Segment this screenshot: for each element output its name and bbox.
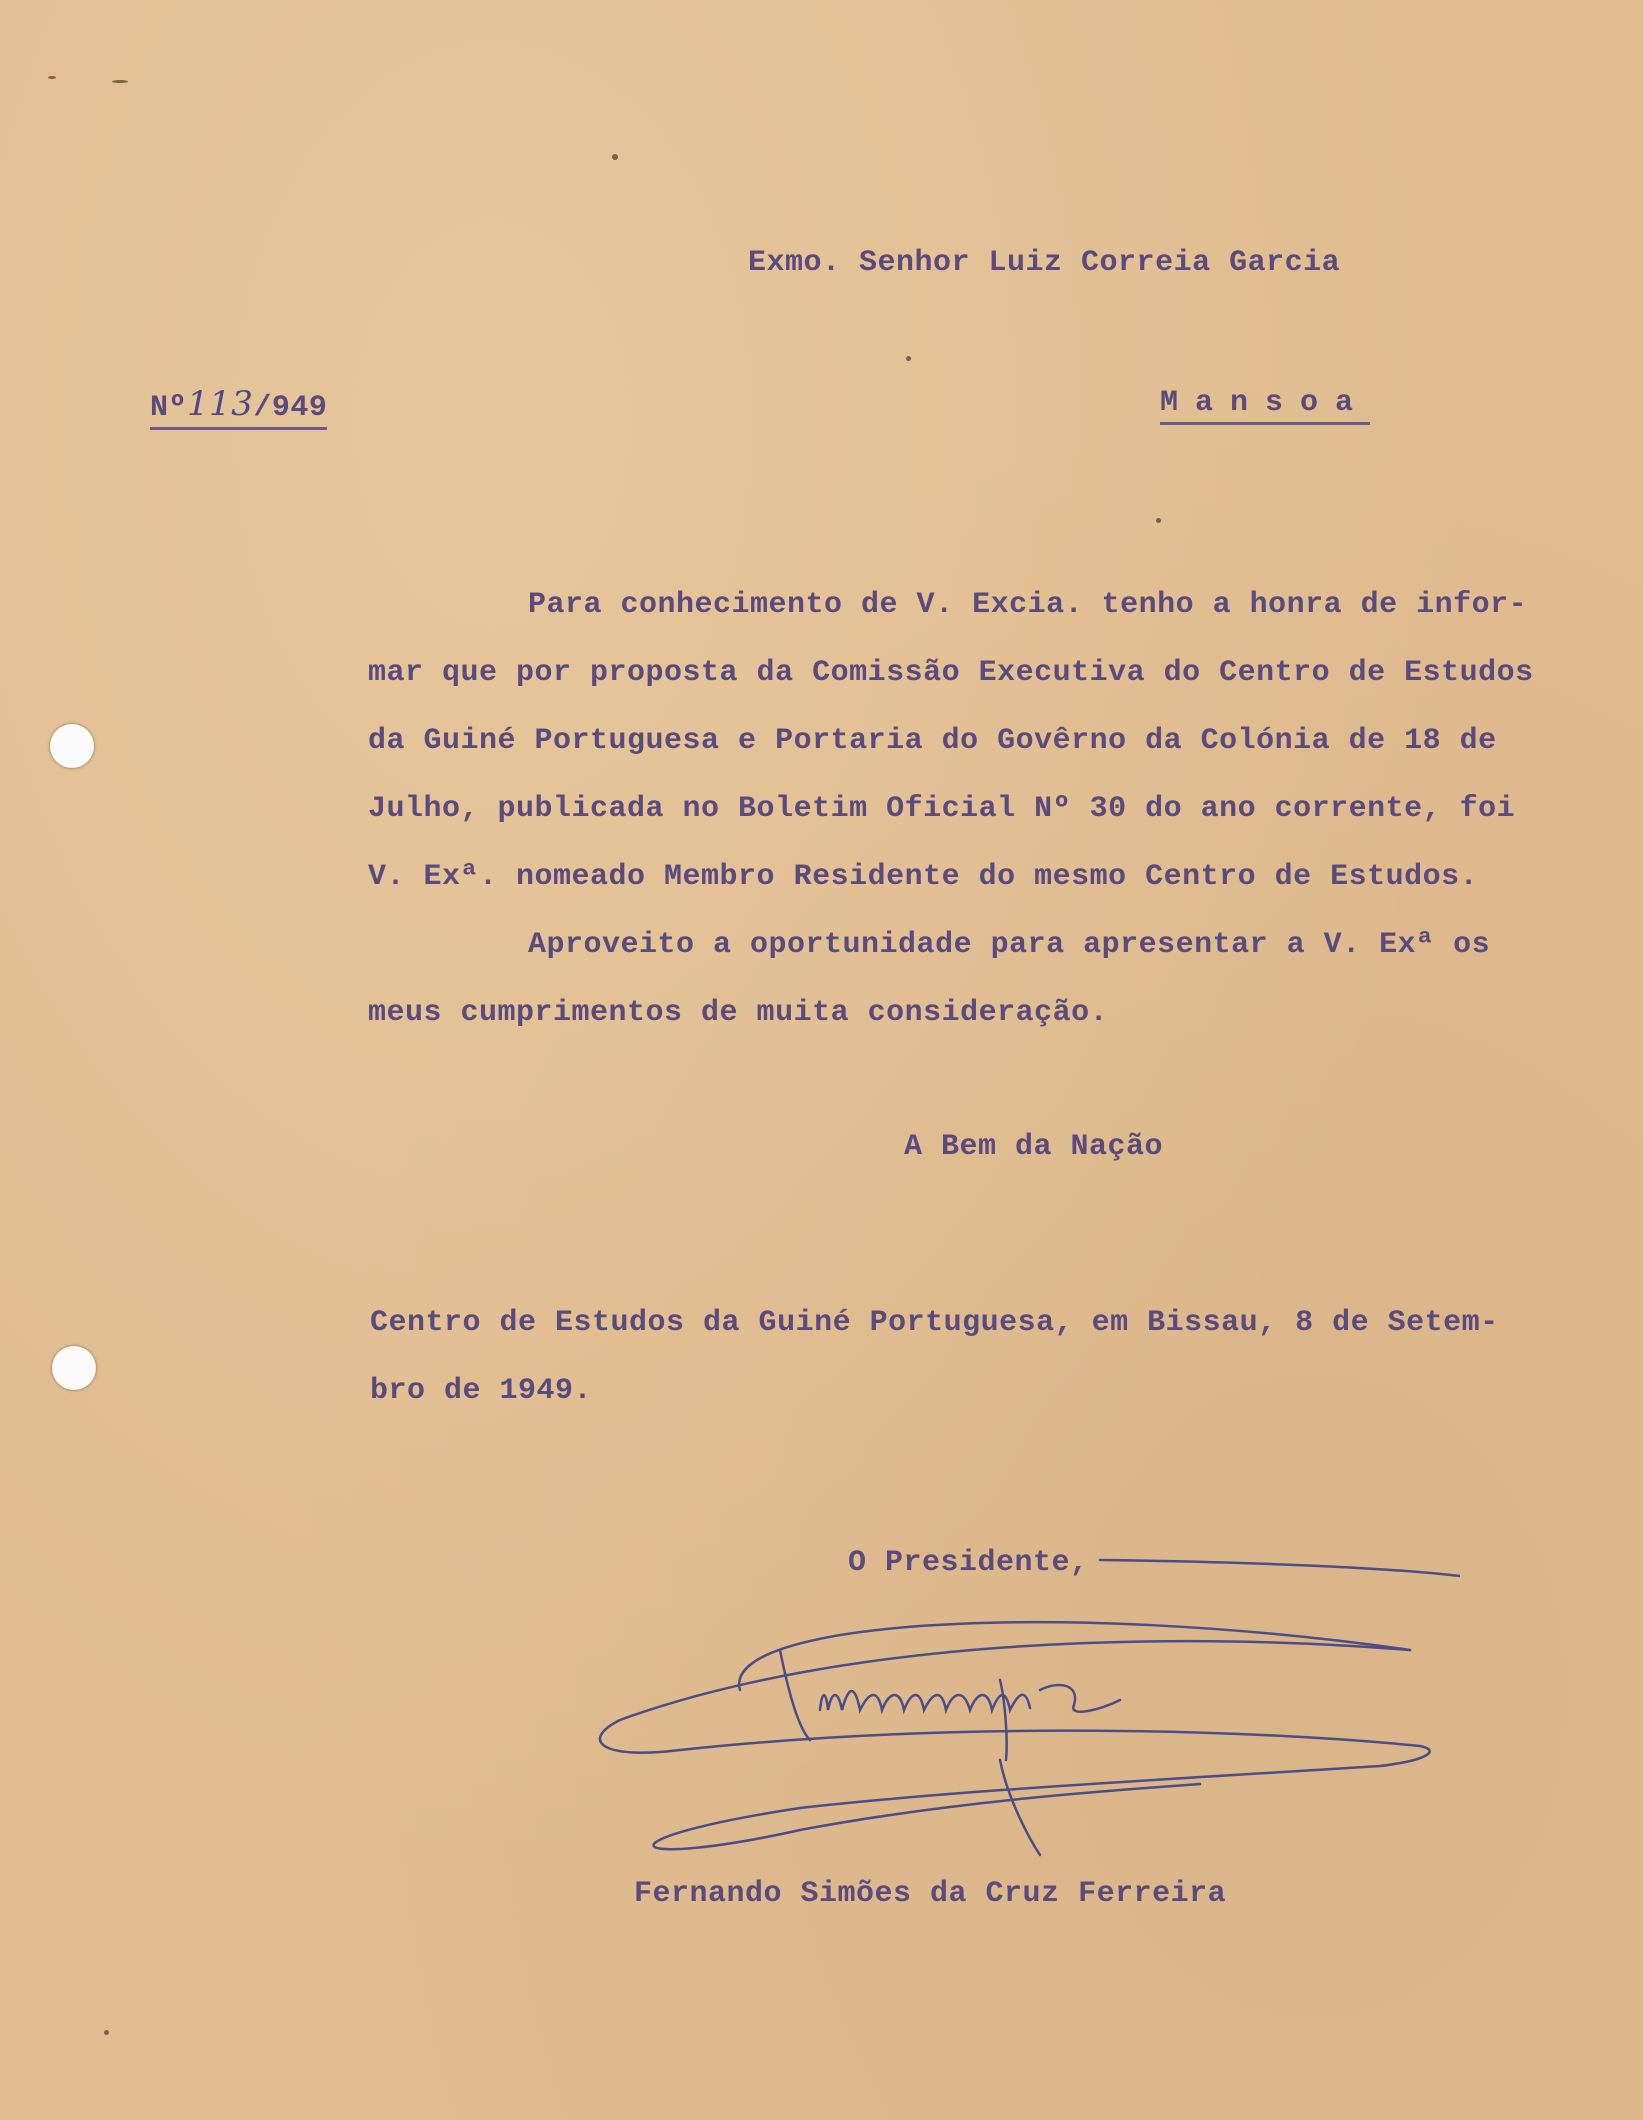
signer-name: Fernando Simões da Cruz Ferreira <box>634 1877 1227 1911</box>
handwritten-signature <box>560 1540 1460 1860</box>
signature-title: O Presidente, <box>848 1546 1089 1580</box>
reference-prefix: Nº <box>150 391 188 425</box>
punch-hole <box>52 1346 96 1390</box>
body-line: meus cumprimentos de muita consideração. <box>368 996 1109 1030</box>
paper-speck <box>906 356 911 361</box>
body-line: Julho, publicada no Boletim Oficial Nº 30 do ano corrente, foi <box>368 792 1516 826</box>
paper-speck <box>104 2030 109 2035</box>
closing-salutation: A Bem da Nação <box>904 1130 1164 1164</box>
body-line: V. Exª. nomeado Membro Residente do mesmo Centro de Estudos. <box>368 860 1479 894</box>
body-line: Para conhecimento de V. Excia. tenho a honra de infor- <box>528 588 1528 622</box>
addressee: Exmo. Senhor Luiz Correia Garcia <box>748 246 1341 280</box>
paper-speck <box>1156 518 1161 523</box>
body-line: mar que por proposta da Comissão Executiva do Centro de Estudos <box>368 656 1534 690</box>
reference-handwritten-number: 113 <box>187 384 254 424</box>
punch-hole <box>50 724 94 768</box>
body-line: da Guiné Portuguesa e Portaria do Govêrno da Colónia de 18 de <box>368 724 1497 758</box>
place-date-line: bro de 1949. <box>370 1374 593 1408</box>
reference-year: /949 <box>253 391 328 425</box>
body-line: Aproveito a oportunidade para apresentar a V. Exª os <box>528 928 1491 962</box>
paper-speck <box>112 80 128 83</box>
destination-place: Mansoa <box>1160 386 1370 425</box>
paper-speck <box>48 76 56 79</box>
place-date-line: Centro de Estudos da Guiné Portuguesa, em Bissau, 8 de Setem- <box>370 1306 1499 1340</box>
reference-number <box>150 384 327 430</box>
paper-speck <box>612 154 618 160</box>
